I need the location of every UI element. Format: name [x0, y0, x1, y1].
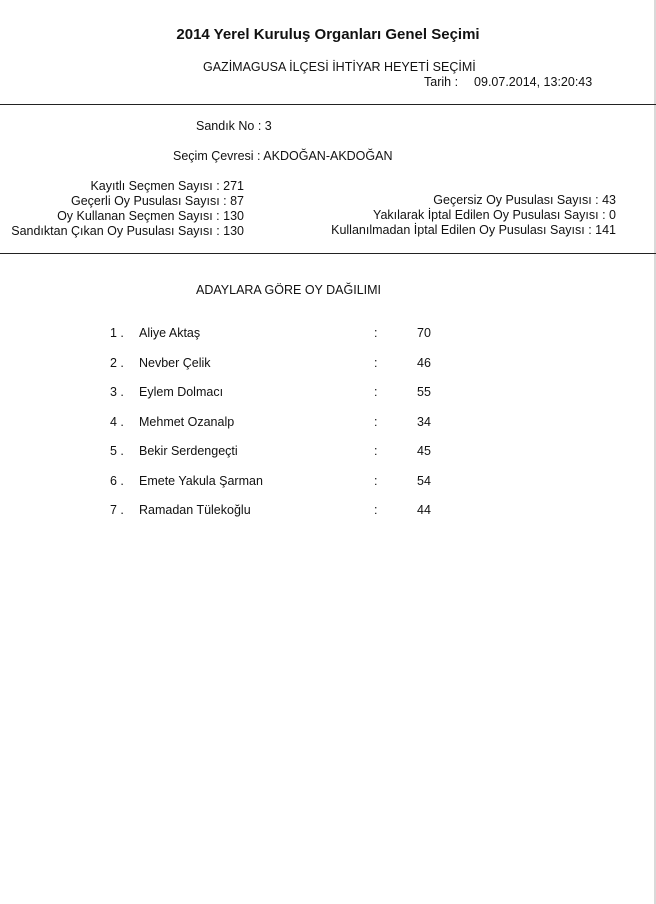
candidate-name: Emete Yakula Şarman [139, 474, 263, 488]
candidate-votes: 46 [417, 356, 431, 370]
candidate-row [0, 444, 656, 460]
candidate-row [0, 356, 656, 372]
candidate-row [0, 503, 656, 519]
report-subtitle: GAZİMAGUSA İLÇESİ İHTİYAR HEYETİ SEÇİMİ [203, 60, 476, 74]
candidate-number: 3 . [110, 385, 124, 399]
candidate-number: 4 . [110, 415, 124, 429]
divider-bottom [0, 253, 656, 254]
candidate-votes: 55 [417, 385, 431, 399]
candidate-row [0, 385, 656, 401]
stat-valid-ballots: Geçerli Oy Pusulası Sayısı : 87 [71, 194, 244, 208]
stats-left [0, 179, 244, 239]
separator: : [374, 356, 378, 370]
candidate-row [0, 326, 656, 342]
stat-voters-voted: Oy Kullanan Seçmen Sayısı : 130 [57, 209, 244, 223]
ballot-box-number: Sandık No : 3 [196, 119, 272, 133]
candidate-row [0, 415, 656, 431]
candidate-number: 1 . [110, 326, 124, 340]
separator: : [374, 474, 378, 488]
candidate-name: Bekir Serdengeçti [139, 444, 238, 458]
report-date [424, 75, 592, 89]
candidate-name: Ramadan Tülekoğlu [139, 503, 251, 517]
candidate-name: Nevber Çelik [139, 356, 211, 370]
separator: : [374, 326, 378, 340]
candidate-votes: 45 [417, 444, 431, 458]
candidate-number: 2 . [110, 356, 124, 370]
candidate-votes: 34 [417, 415, 431, 429]
candidate-name: Aliye Aktaş [139, 326, 201, 340]
date-value: 09.07.2014, 13:20:43 [474, 75, 593, 89]
stat-registered-voters: Kayıtlı Seçmen Sayısı : 271 [90, 179, 244, 193]
candidate-number: 7 . [110, 503, 124, 517]
date-label: Tarih : [424, 75, 459, 89]
candidate-votes: 54 [417, 474, 431, 488]
stat-unused-cancelled: Kullanılmadan İptal Edilen Oy Pusulası Sayısı : 141 [331, 223, 616, 237]
results-title: ADAYLARA GÖRE OY DAĞILIMI [196, 283, 382, 297]
candidate-votes: 70 [417, 326, 431, 340]
separator: : [374, 444, 378, 458]
candidate-number: 6 . [110, 474, 124, 488]
separator: : [374, 385, 378, 399]
separator: : [374, 503, 378, 517]
stat-invalid-ballots: Geçersiz Oy Pusulası Sayısı : 43 [433, 193, 616, 207]
candidate-votes: 44 [417, 503, 431, 517]
candidate-row [0, 474, 656, 490]
report-title: 2014 Yerel Kuruluş Organları Genel Seçimi [176, 26, 480, 43]
stat-ballots-from-box: Sandıktan Çıkan Oy Pusulası Sayısı : 130 [11, 224, 244, 238]
stat-burned-cancelled: Yakılarak İptal Edilen Oy Pusulası Sayısı : 0 [373, 208, 616, 222]
election-district: Seçim Çevresi : AKDOĞAN-AKDOĞAN [173, 149, 393, 163]
candidate-name: Mehmet Ozanalp [139, 415, 235, 429]
divider-top [0, 104, 656, 105]
candidate-number: 5 . [110, 444, 124, 458]
separator: : [374, 415, 378, 429]
stats-right [300, 193, 616, 238]
candidate-name: Eylem Dolmacı [139, 385, 224, 399]
